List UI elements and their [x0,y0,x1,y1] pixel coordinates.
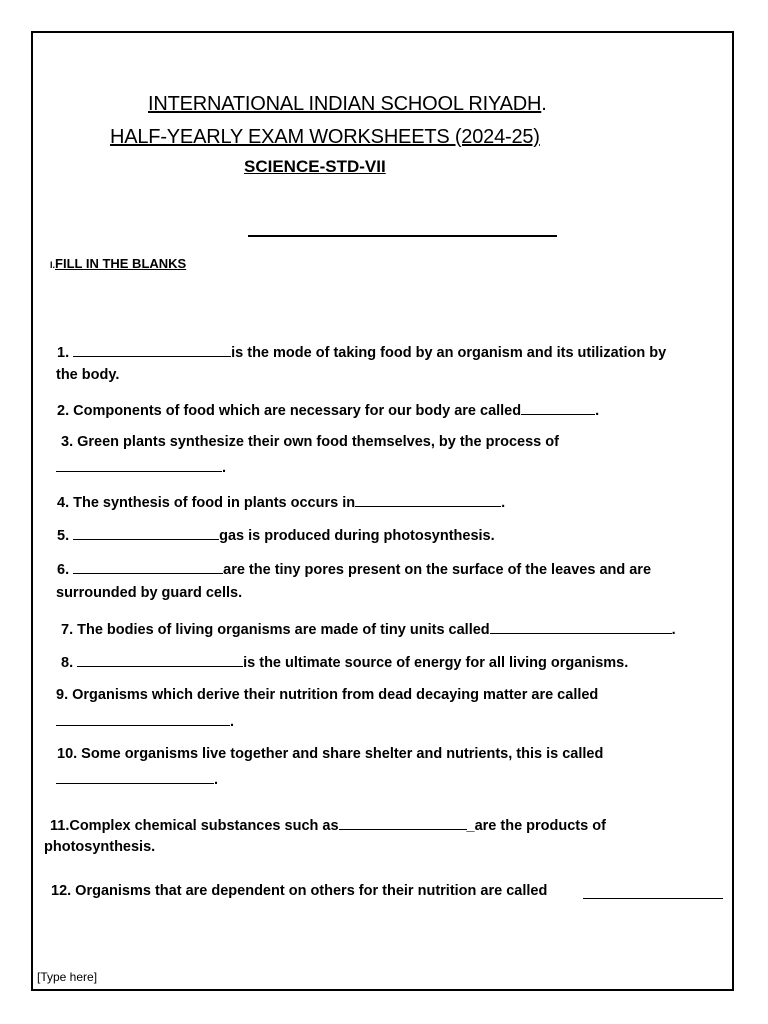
q10-blank[interactable] [56,769,214,784]
question-2 [57,400,599,420]
q9-end: . [230,714,235,730]
q12-text: 12. Organisms that are dependent on others for their nutrition are called [51,883,548,899]
q1-text: is the mode of taking food by an organism and its utilization by [231,345,667,361]
school-name-text: INTERNATIONAL INDIAN SCHOOL RIYADH [148,93,542,115]
q4-text: 4. The synthesis of food in plants occurs in [57,495,356,511]
q3-end: . [222,460,227,476]
question-11 [50,815,606,835]
q12-blank[interactable] [583,898,723,899]
section-number: I. [50,260,56,270]
question-4 [57,492,505,512]
q4-blank[interactable] [355,492,501,507]
question-9: 9. Organisms which derive their nutrition from dead decaying matter are called [56,687,599,703]
q7-blank[interactable] [490,619,672,634]
question-1-cont: the body. [56,367,120,383]
question-10-cont [56,769,218,789]
q7-text: 7. The bodies of living organisms are made of tiny units called [61,622,490,638]
q6-text: are the tiny pores present on the surface of the leaves and are [223,562,652,578]
q2-end: . [595,403,600,419]
question-3: 3. Green plants synthesize their own food themselves, by the process of [61,434,559,450]
q2-blank[interactable] [521,400,595,415]
q4-end: . [501,495,506,511]
q8-text: is the ultimate source of energy for all living organisms. [243,655,629,671]
q6-number: 6. [57,562,74,578]
q10-end: . [214,772,219,788]
section-title: FILL IN THE BLANKS [55,256,187,271]
subject-title: SCIENCE-STD-VII [244,157,386,176]
footer-placeholder: [Type here] [37,970,98,984]
q1-blank[interactable] [73,342,231,357]
question-5 [57,525,495,545]
question-9-cont [56,711,234,731]
q9-blank[interactable] [56,711,230,726]
question-1 [57,342,666,362]
q6-blank[interactable] [73,559,223,574]
section-heading [50,256,186,271]
question-6 [57,559,651,579]
q5-blank[interactable] [73,525,219,540]
q11-blank[interactable] [339,815,467,830]
question-12 [51,882,547,900]
question-8 [61,652,628,672]
q8-number: 8. [61,655,78,671]
q7-end: . [671,622,676,638]
question-7 [61,619,676,639]
q11-text: 11.Complex chemical substances such as [50,818,339,834]
question-6-cont: surrounded by guard cells. [56,585,243,601]
school-name-dot: . [541,93,547,115]
q3-blank[interactable] [56,457,222,472]
exam-title: HALF-YEARLY EXAM WORKSHEETS (2024-25) [110,126,540,148]
name-line [248,235,557,237]
question-3-cont [56,457,226,477]
q11-text-end: _are the products of [466,818,606,834]
q1-number: 1. [57,345,74,361]
question-10: 10. Some organisms live together and share shelter and nutrients, this is called [57,746,604,762]
q5-number: 5. [57,528,74,544]
q5-text: gas is produced during photosynthesis. [219,528,495,544]
q2-text: 2. Components of food which are necessary for our body are called [57,403,522,419]
question-11-cont: photosynthesis. [44,839,156,855]
school-name [148,93,547,116]
q8-blank[interactable] [77,652,243,667]
